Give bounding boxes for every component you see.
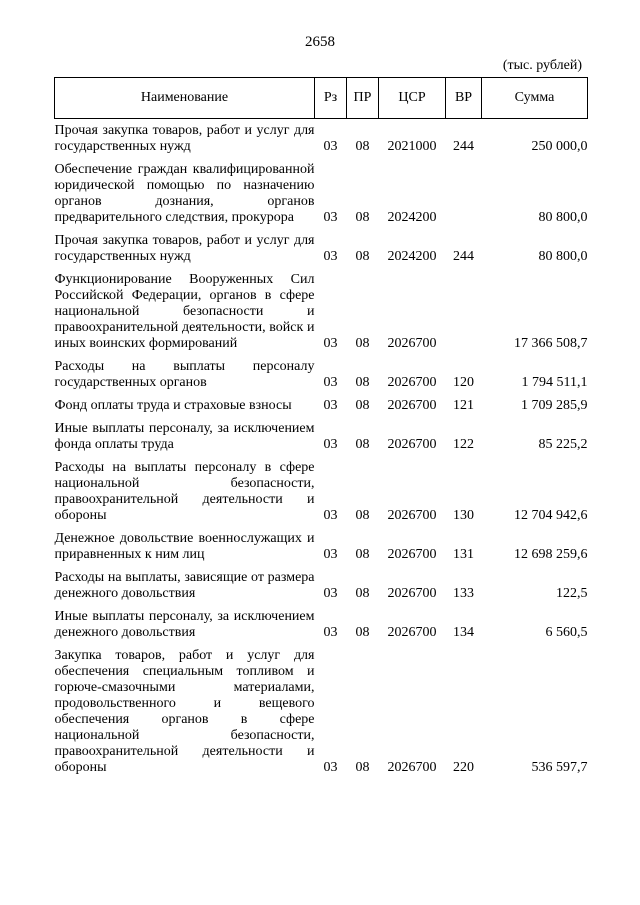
row-sum: 122,5 bbox=[556, 586, 588, 601]
header-pr: ПР bbox=[347, 78, 379, 119]
row-rz: 03 bbox=[323, 547, 338, 562]
row-pr: 08 bbox=[355, 375, 370, 390]
row-pr: 08 bbox=[355, 336, 370, 351]
row-sum: 6 560,5 bbox=[545, 625, 588, 640]
table-row bbox=[55, 417, 588, 456]
table-row bbox=[55, 566, 588, 605]
row-pr: 08 bbox=[355, 437, 370, 452]
row-sum: 85 225,2 bbox=[538, 437, 588, 452]
row-vr: 220 bbox=[453, 760, 474, 775]
row-csr: 2026700 bbox=[387, 547, 437, 562]
row-pr: 08 bbox=[355, 760, 370, 775]
row-vr bbox=[446, 158, 482, 229]
row-pr: 08 bbox=[355, 508, 370, 523]
header-csr: ЦСР bbox=[379, 78, 446, 119]
units-label: (тыс. рублей) bbox=[502, 58, 582, 73]
row-name: Иные выплаты персоналу, за исключением фонда оплаты труда bbox=[54, 421, 315, 452]
row-sum: 12 698 259,6 bbox=[514, 547, 588, 562]
row-csr: 2026700 bbox=[387, 437, 437, 452]
row-rz: 03 bbox=[323, 336, 338, 351]
row-pr: 08 bbox=[355, 398, 370, 413]
row-vr bbox=[446, 268, 482, 355]
table-header bbox=[55, 78, 588, 119]
row-csr: 2021000 bbox=[387, 139, 437, 154]
row-vr: 131 bbox=[453, 547, 474, 562]
row-vr: 244 bbox=[453, 139, 474, 154]
row-name: Расходы на выплаты персоналу государственных органов bbox=[54, 359, 315, 390]
row-name: Закупка товаров, работ и услуг для обеспечения специальным топливом и горюче-смазочными материалами, продовольственного и вещевого обеспечения органов в сфере национальной безопасности, правоохранительной деятельности и обороны bbox=[54, 648, 315, 775]
row-vr: 122 bbox=[453, 437, 474, 452]
row-rz: 03 bbox=[323, 398, 338, 413]
header-rz: Рз bbox=[315, 78, 347, 119]
header-vr: ВР bbox=[446, 78, 482, 119]
row-sum: 1 709 285,9 bbox=[521, 398, 588, 413]
row-csr: 2026700 bbox=[387, 375, 437, 390]
row-rz: 03 bbox=[323, 375, 338, 390]
header-name: Наименование bbox=[55, 78, 315, 119]
row-vr: 133 bbox=[453, 586, 474, 601]
row-csr: 2026700 bbox=[387, 625, 437, 640]
table-row bbox=[55, 229, 588, 268]
table-row bbox=[55, 394, 588, 417]
row-rz: 03 bbox=[323, 210, 338, 225]
row-rz: 03 bbox=[323, 586, 338, 601]
row-pr: 08 bbox=[355, 210, 370, 225]
row-name: Фонд оплаты труда и страховые взносы bbox=[54, 398, 292, 413]
row-name: Расходы на выплаты, зависящие от размера денежного довольствия bbox=[54, 570, 315, 601]
row-sum: 12 704 942,6 bbox=[514, 508, 588, 523]
row-name: Прочая закупка товаров, работ и услуг для государственных нужд bbox=[54, 123, 315, 154]
row-rz: 03 bbox=[323, 249, 338, 264]
row-csr: 2026700 bbox=[387, 508, 437, 523]
row-pr: 08 bbox=[355, 249, 370, 264]
row-csr: 2024200 bbox=[387, 249, 437, 264]
row-sum: 1 794 511,1 bbox=[521, 375, 588, 390]
row-vr: 130 bbox=[453, 508, 474, 523]
row-name: Обеспечение граждан квалифицированной юридической помощью по назначению органов дознания, органов предварительного следствия, прокурора bbox=[54, 162, 315, 225]
table-row bbox=[55, 119, 588, 159]
table-row bbox=[55, 456, 588, 527]
page-number: 2658 bbox=[305, 34, 335, 50]
row-sum: 17 366 508,7 bbox=[514, 336, 588, 351]
row-name: Иные выплаты персоналу, за исключением денежного довольствия bbox=[54, 609, 315, 640]
row-csr: 2024200 bbox=[387, 210, 437, 225]
row-rz: 03 bbox=[323, 437, 338, 452]
table-row bbox=[55, 527, 588, 566]
row-sum: 80 800,0 bbox=[538, 210, 588, 225]
row-vr: 121 bbox=[453, 398, 474, 413]
row-pr: 08 bbox=[355, 547, 370, 562]
row-name: Прочая закупка товаров, работ и услуг для государственных нужд bbox=[54, 233, 315, 264]
budget-table bbox=[54, 77, 588, 779]
row-csr: 2026700 bbox=[387, 398, 437, 413]
table-row bbox=[55, 605, 588, 644]
row-rz: 03 bbox=[323, 625, 338, 640]
row-name: Денежное довольствие военнослужащих и приравненных к ним лиц bbox=[54, 531, 315, 562]
row-csr: 2026700 bbox=[387, 586, 437, 601]
row-csr: 2026700 bbox=[387, 336, 437, 351]
row-pr: 08 bbox=[355, 139, 370, 154]
table-row bbox=[55, 158, 588, 229]
row-name: Функционирование Вооруженных Сил Российской Федерации, органов в сфере национальной безопасности и правоохранительной деятельности, войск и иных воинских формирований bbox=[54, 272, 315, 351]
row-vr: 244 bbox=[453, 249, 474, 264]
row-rz: 03 bbox=[323, 760, 338, 775]
row-pr: 08 bbox=[355, 625, 370, 640]
row-rz: 03 bbox=[323, 508, 338, 523]
row-vr: 134 bbox=[453, 625, 474, 640]
row-sum: 80 800,0 bbox=[538, 249, 588, 264]
row-name: Расходы на выплаты персоналу в сфере национальной безопасности, правоохранительной деятельности и обороны bbox=[54, 460, 315, 523]
row-rz: 03 bbox=[323, 139, 338, 154]
table-row bbox=[55, 355, 588, 394]
row-sum: 250 000,0 bbox=[531, 139, 588, 154]
row-sum: 536 597,7 bbox=[531, 760, 588, 775]
table-row bbox=[55, 644, 588, 779]
header-sum: Сумма bbox=[482, 78, 588, 119]
row-pr: 08 bbox=[355, 586, 370, 601]
table-row bbox=[55, 268, 588, 355]
row-csr: 2026700 bbox=[387, 760, 437, 775]
row-vr: 120 bbox=[453, 375, 474, 390]
